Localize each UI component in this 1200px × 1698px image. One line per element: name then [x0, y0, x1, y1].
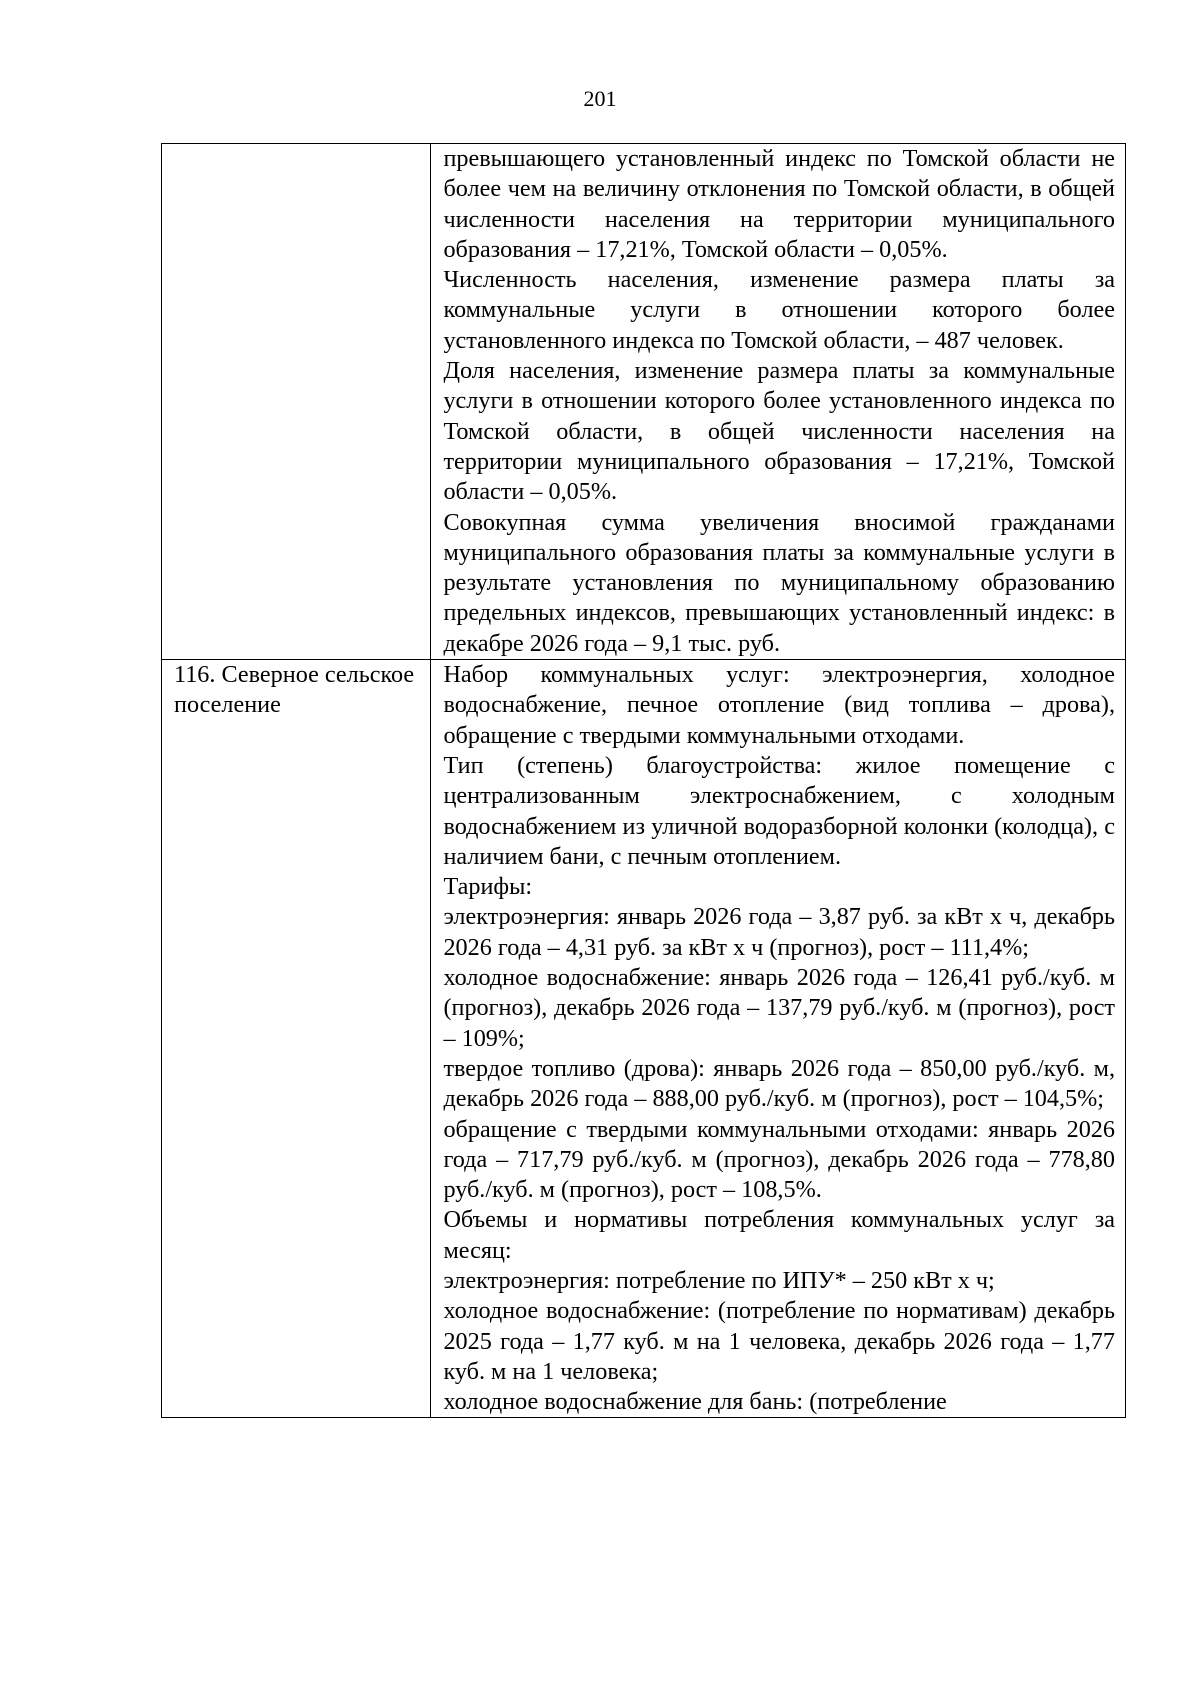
paragraph: твердое топливо (дрова): январь 2026 года – 850,00 руб./куб. м, декабрь 2026 года – 888,00 руб./куб. м (прогноз), рост – 104,5%;: [443, 1054, 1115, 1113]
description-cell: [431, 144, 1126, 660]
table-row: [162, 144, 1126, 660]
paragraph: холодное водоснабжение: (потребление по нормативам) декабрь 2025 года – 1,77 куб. м на 1 человека, декабрь 2026 года – 1,77 куб. м на 1 человека;: [443, 1297, 1115, 1385]
paragraph: Объемы и нормативы потребления коммунальных услуг за месяц:: [443, 1206, 1115, 1264]
table-row: [162, 660, 1126, 1418]
paragraph: Тип (степень) благоустройства: жилое помещение с централизованным электроснабжением, с холодным водоснабжением из уличной водоразборной колонки (колодца), с наличием бани, с печным отоплением.: [443, 751, 1115, 870]
paragraph: Доля населения, изменение размера платы за коммунальные услуги в отношении которого более установленного индекса по Томской области, в общей численности населения на территории муниципального образования – 17,21%, Томской области – 0,05%.: [443, 357, 1115, 506]
paragraph: холодное водоснабжение для бань: (потребление: [443, 1388, 947, 1416]
paragraph: холодное водоснабжение: январь 2026 года – 126,41 руб./куб. м (прогноз), декабрь 2026 года – 137,79 руб./куб. м (прогноз), рост – 109%;: [443, 964, 1115, 1052]
paragraph: электроэнергия: потребление по ИПУ* – 250 кВт х ч;: [443, 1266, 995, 1294]
paragraph: Совокупная сумма увеличения вносимой гражданами муниципального образования платы за коммунальные услуги в результате установления по муниципальному образованию предельных индексов, превышающих установленный индекс: в декабре 2026 года – 9,1 тыс. руб.: [443, 508, 1115, 657]
description-cell: [431, 660, 1126, 1418]
paragraph: превышающего установленный индекс по Томской области не более чем на величину отклонения по Томской области, в общей численности населения на территории муниципального образования – 17,21%, Томской области – 0,05%.: [443, 145, 1115, 263]
paragraph: Набор коммунальных услуг: электроэнергия, холодное водоснабжение, печное отопление (вид топлива – дрова), обращение с твердыми коммунальными отходами.: [443, 661, 1115, 749]
paragraph: электроэнергия: январь 2026 года – 3,87 руб. за кВт х ч, декабрь 2026 года – 4,31 руб. за кВт х ч (прогноз), рост – 111,4%;: [443, 903, 1115, 961]
municipality-cell: [162, 144, 431, 660]
tariff-table: [161, 143, 1126, 1418]
paragraph: Тарифы:: [443, 873, 533, 901]
paragraph: Численность населения, изменение размера платы за коммунальные услуги в отношении которого более установленного индекса по Томской области, – 487 человек.: [443, 266, 1115, 354]
municipality-cell: 116. Северное сельское поселение: [162, 660, 431, 1418]
page-number: 201: [583, 86, 617, 111]
paragraph: обращение с твердыми коммунальными отходами: январь 2026 года – 717,79 руб./куб. м (прогноз), декабрь 2026 года – 778,80 руб./куб. м (прогноз), рост – 108,5%.: [443, 1115, 1115, 1204]
